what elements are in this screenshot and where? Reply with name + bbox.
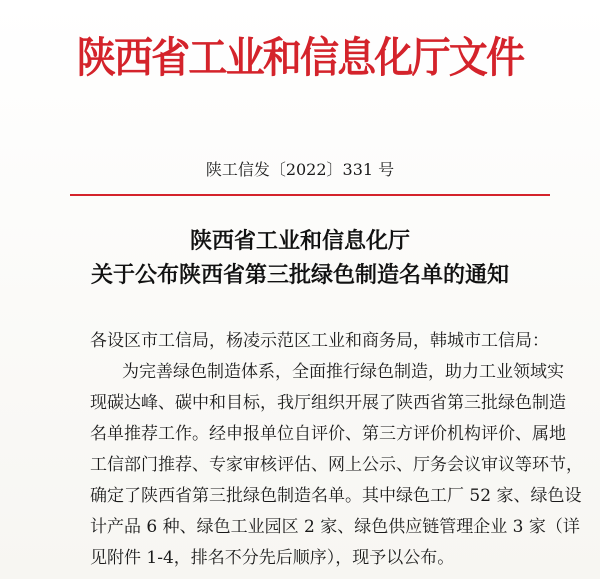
body-line: 工信部门推荐、专家审核评估、网上公示、厅务会议审议等环节， xyxy=(90,455,583,475)
body-line: 见附件 1-4，排名不分先后顺序），现予以公布。 xyxy=(90,548,455,568)
red-divider-line xyxy=(70,194,550,196)
document-number: 陕工信发〔2022〕331 号 xyxy=(205,160,395,179)
subject-title-line-1: 陕西省工业和信息化厅 xyxy=(189,229,410,254)
body-line: 确定了陕西省第三批绿色制造名单。其中绿色工厂 52 家、绿色设 xyxy=(90,486,582,506)
body-line: 为完善绿色制造体系，全面推行绿色制造，助力工业领域实 xyxy=(122,362,564,382)
salutation: 各设区市工信局，杨凌示范区工业和商务局，韩城市工信局： xyxy=(90,331,549,351)
subject-title-line-2: 关于公布陕西省第三批绿色制造名单的通知 xyxy=(90,263,509,288)
body-line: 现碳达峰、碳中和目标，我厅组织开展了陕西省第三批绿色制造 xyxy=(90,393,566,413)
document-header-title: 陕西省工业和信息化厅文件 xyxy=(76,33,524,82)
body-line: 计产品 6 种、绿色工业园区 2 家、绿色供应链管理企业 3 家（详 xyxy=(90,517,580,537)
body-line: 名单推荐工作。经申报单位自评价、第三方评价机构评价、属地 xyxy=(90,424,566,444)
